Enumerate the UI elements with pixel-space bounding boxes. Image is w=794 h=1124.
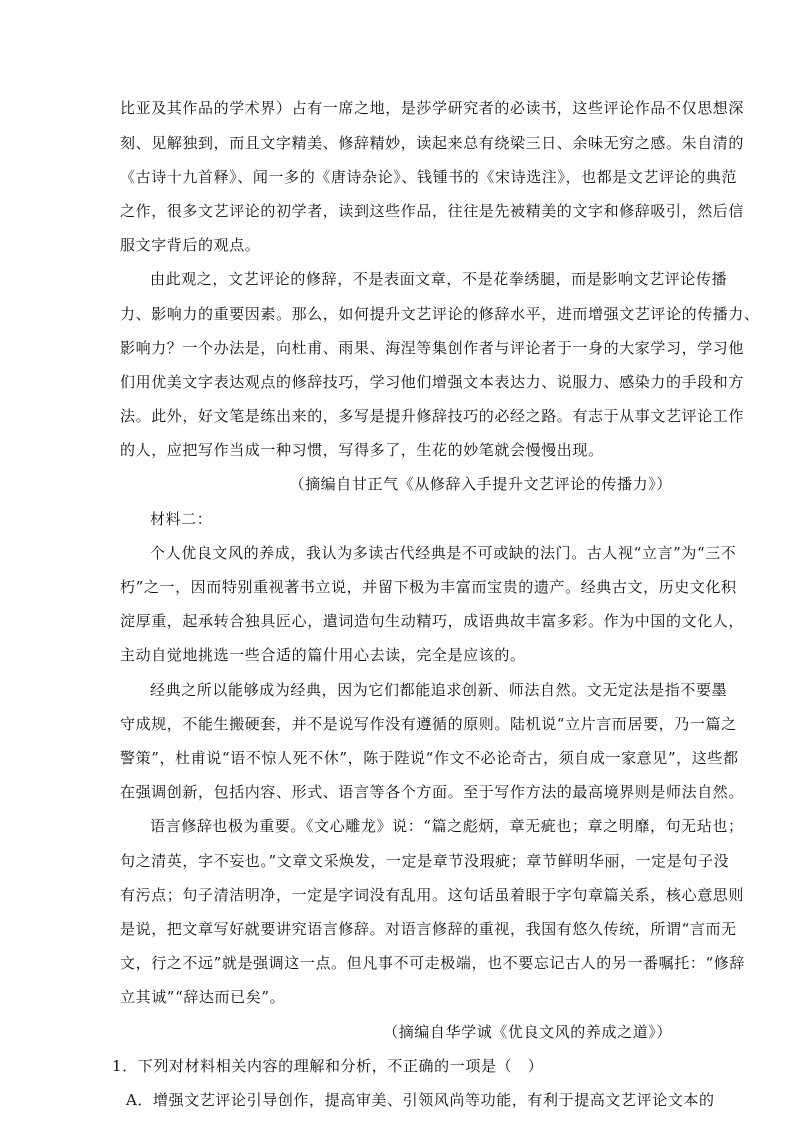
text-line: 句之清英，字不妄也。”文章文采焕发，一定是章节没瑕疵；章节鲜明华丽，一定是句子没 (120, 852, 730, 870)
text-line: 语言修辞也极为重要。《文心雕龙》说：“篇之彪炳，章无疵也；章之明靡，句无玷也； (150, 817, 744, 835)
section-heading: 材料二： (150, 510, 213, 528)
text-line: 法。此外，好文笔是练出来的，多写是提升修辞技巧的必经之路。有志于从事文艺评论工作 (120, 407, 745, 425)
text-line: 之作，很多文艺评论的初学者，读到这些作品，往往是先被精美的文字和修辞吸引，然后信 (120, 202, 745, 220)
text-line: 文，行之不远”就是强调这一点。但凡事不可走极端，也不要忘记古人的另一番嘱托：“修辞 (120, 954, 745, 972)
option-a: A．增强文艺评论引导创作，提高审美、引领风尚等功能，有利于提高文艺评论文本的 (126, 1091, 715, 1109)
text-line: 在强调创新，包括内容、形式、语言等各个方面。至于写作方法的最高境界则是师法自然。 (120, 783, 745, 801)
text-line: 影响力？一个办法是，向杜甫、雨果、海涅等集创作者与评论者于一身的大家学习，学习他 (120, 339, 745, 357)
source-citation: （摘编自甘正气《从修辞入手提升文艺评论的传播力》） (289, 475, 672, 493)
text-line: 刻、见解独到，而且文字精美、修辞精妙，读起来总有绕梁三日、余味无穷之感。朱自清的 (120, 134, 745, 152)
text-line: 由此观之，文艺评论的修辞，不是表面文章，不是花拳绣腿，而是影响文艺评论传播 (150, 270, 728, 288)
text-line: 是说，把文章写好就要讲究语言修辞。对语言修辞的重视，我国有悠久传统，所谓“言而无 (120, 920, 737, 938)
text-line: 们用优美文字表达观点的修辞技巧，学习他们增强文本表达力、说服力、感染力的手段和方 (120, 373, 745, 391)
text-line: 比亚及其作品的学术界）占有一席之地，是莎学研究者的必读书，这些评论作品不仅思想深 (120, 99, 745, 117)
text-line: 经典之所以能够成为经典，因为它们都能追求创新、师法自然。文无定法是指不要墨 (150, 681, 728, 699)
text-line: 个人优良文风的养成，我认为多读古代经典是不可或缺的法门。古人视“立言”为“三不 (150, 544, 737, 562)
source-citation: （摘编自华学诚《优良文风的养成之道》） (383, 1023, 672, 1041)
text-line: 淀厚重，起承转合独具匠心，遣词造句生动精巧，成语典故丰富多彩。作为中国的文化人， (120, 612, 745, 630)
text-line: 守成规，不能生搬硬套，并不是说写作没有遵循的原则。陆机说“立片言而居要，乃一篇之 (120, 715, 737, 733)
text-line: 服文字背后的观点。 (120, 236, 261, 254)
text-line: 有污点；句子清洁明净，一定是字词没有乱用。这句话虽着眼于字句章篇关系，核心意思则 (120, 886, 745, 904)
text-line: 警策”，杜甫说“语不惊人死不休”，陈于陛说“作文不必论奇古，须自成一家意见”，这些都 (120, 749, 739, 767)
text-line: 《古诗十九首释》、闻一多的《唐诗杂论》、钱锺书的《宋诗选注》，也都是文艺评论的典范 (120, 168, 738, 186)
text-line: 力、影响力的重要因素。那么，如何提升文艺评论的修辞水平，进而增强文艺评论的传播力、 (120, 305, 760, 323)
text-line: 立其诚”“辞达而已矣”。 (120, 988, 286, 1006)
text-line: 主动自觉地挑选一些合适的篇什用心去读，完全是应该的。 (120, 646, 526, 664)
text-line: 朽”之一，因而特别重视著书立说，并留下极为丰富而宝贵的遗产。经典古文，历史文化积 (120, 578, 737, 596)
text-line: 的人，应把写作当成一种习惯，写得多了，生花的妙笔就会慢慢出现。 (120, 441, 604, 459)
question-stem: 1．下列对材料相关内容的理解和分析，不正确的一项是（ ） (112, 1057, 544, 1075)
